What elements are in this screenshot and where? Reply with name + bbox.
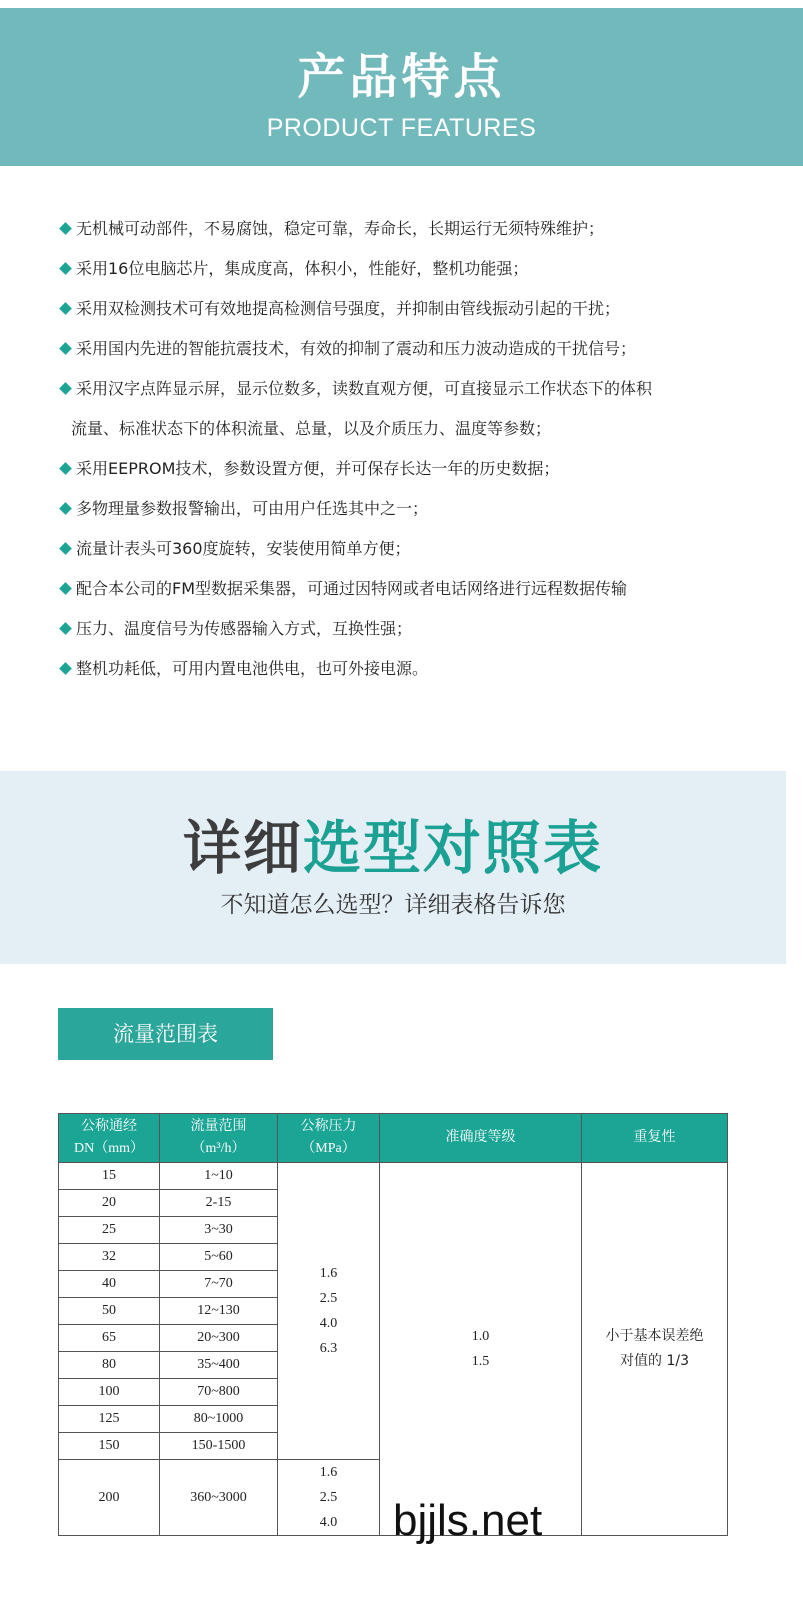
watermark: bjjls.net bbox=[393, 1496, 543, 1545]
diamond-bullet-icon bbox=[59, 302, 72, 315]
cell-flow: 150-1500 bbox=[160, 1433, 278, 1460]
header-accuracy: 准确度等级 bbox=[380, 1114, 582, 1163]
diamond-bullet-icon bbox=[59, 662, 72, 675]
diamond-bullet-icon bbox=[59, 262, 72, 275]
feature-list bbox=[57, 209, 787, 689]
flow-range-table bbox=[58, 1113, 728, 1536]
feature-item: 采用双检测技术可有效地提高检测信号强度，并抑制由管线振动引起的干扰； bbox=[57, 289, 787, 329]
header-dn: 公称通经 DN（mm） bbox=[59, 1114, 160, 1163]
feature-item: 无机械可动部件，不易腐蚀，稳定可靠，寿命长，长期运行无须特殊维护； bbox=[57, 209, 787, 249]
diamond-bullet-icon bbox=[59, 342, 72, 355]
cell-flow: 5~60 bbox=[160, 1244, 278, 1271]
cell-dn: 65 bbox=[59, 1325, 160, 1352]
banner-title bbox=[0, 801, 786, 885]
cell-flow: 20~300 bbox=[160, 1325, 278, 1352]
cell-flow: 2-15 bbox=[160, 1190, 278, 1217]
cell-dn: 100 bbox=[59, 1379, 160, 1406]
diamond-bullet-icon bbox=[59, 502, 72, 515]
diamond-bullet-icon bbox=[59, 582, 72, 595]
cell-flow: 1~10 bbox=[160, 1163, 278, 1190]
cell-dn: 25 bbox=[59, 1217, 160, 1244]
cell-accuracy: 1.0 1.5 bbox=[380, 1163, 582, 1536]
diamond-bullet-icon bbox=[59, 622, 72, 635]
header-repeatability: 重复性 bbox=[582, 1114, 728, 1163]
section-subtitle: PRODUCT FEATURES bbox=[266, 114, 537, 142]
feature-item: 采用EEPROM技术，参数设置方便，并可保存长达一年的历史数据； bbox=[57, 449, 787, 489]
cell-dn: 50 bbox=[59, 1298, 160, 1325]
cell-dn: 200 bbox=[59, 1460, 160, 1536]
section-header bbox=[0, 8, 803, 166]
diamond-bullet-icon bbox=[59, 382, 72, 395]
selection-banner bbox=[0, 771, 786, 964]
diamond-bullet-icon bbox=[59, 222, 72, 235]
cell-flow: 7~70 bbox=[160, 1271, 278, 1298]
header-pressure: 公称压力 （MPa） bbox=[278, 1114, 380, 1163]
feature-item: 采用16位电脑芯片，集成度高，体积小，性能好，整机功能强； bbox=[57, 249, 787, 289]
cell-pressure-group: 1.6 2.5 4.0 6.3 bbox=[278, 1163, 380, 1460]
table-header-row bbox=[59, 1114, 728, 1163]
feature-item: 流量计表头可360度旋转，安装使用简单方便； bbox=[57, 529, 787, 569]
cell-dn: 40 bbox=[59, 1271, 160, 1298]
cell-dn: 80 bbox=[59, 1352, 160, 1379]
cell-dn: 15 bbox=[59, 1163, 160, 1190]
cell-dn: 20 bbox=[59, 1190, 160, 1217]
diamond-bullet-icon bbox=[59, 462, 72, 475]
banner-subtitle: 不知道怎么选型？详细表格告诉您 bbox=[220, 892, 566, 918]
cell-flow: 360~3000 bbox=[160, 1460, 278, 1536]
table-row bbox=[59, 1163, 728, 1190]
flow-range-tag: 流量范围表 bbox=[58, 1008, 273, 1060]
cell-dn: 32 bbox=[59, 1244, 160, 1271]
diamond-bullet-icon bbox=[59, 542, 72, 555]
banner-title-teal: 选型对照表 bbox=[303, 814, 604, 882]
cell-pressure-group: 1.6 2.5 4.0 bbox=[278, 1460, 380, 1536]
feature-item: 采用汉字点阵显示屏，显示位数多，读数直观方便，可直接显示工作状态下的体积 bbox=[57, 369, 787, 409]
feature-item: 压力、温度信号为传感器输入方式，互换性强； bbox=[57, 609, 787, 649]
cell-flow: 70~800 bbox=[160, 1379, 278, 1406]
cell-dn: 125 bbox=[59, 1406, 160, 1433]
banner-title-dark: 详细 bbox=[182, 814, 303, 882]
feature-item: 多物理量参数报警输出，可由用户任选其中之一； bbox=[57, 489, 787, 529]
feature-item: 采用国内先进的智能抗震技术，有效的抑制了震动和压力波动造成的干扰信号； bbox=[57, 329, 787, 369]
cell-flow: 35~400 bbox=[160, 1352, 278, 1379]
cell-flow: 3~30 bbox=[160, 1217, 278, 1244]
cell-dn: 150 bbox=[59, 1433, 160, 1460]
cell-flow: 80~1000 bbox=[160, 1406, 278, 1433]
feature-item: 整机功耗低，可用内置电池供电，也可外接电源。 bbox=[57, 649, 787, 689]
feature-item-continued: 流量、标准状态下的体积流量、总量，以及介质压力、温度等参数； bbox=[71, 419, 552, 438]
cell-flow: 12~130 bbox=[160, 1298, 278, 1325]
section-title: 产品特点 bbox=[297, 49, 506, 105]
feature-item: 配合本公司的FM型数据采集器，可通过因特网或者电话网络进行远程数据传输 bbox=[57, 569, 787, 609]
cell-repeatability: 小于基本误差绝 对值的 1/3 bbox=[582, 1163, 728, 1536]
header-flow: 流量范围 （m³/h） bbox=[160, 1114, 278, 1163]
